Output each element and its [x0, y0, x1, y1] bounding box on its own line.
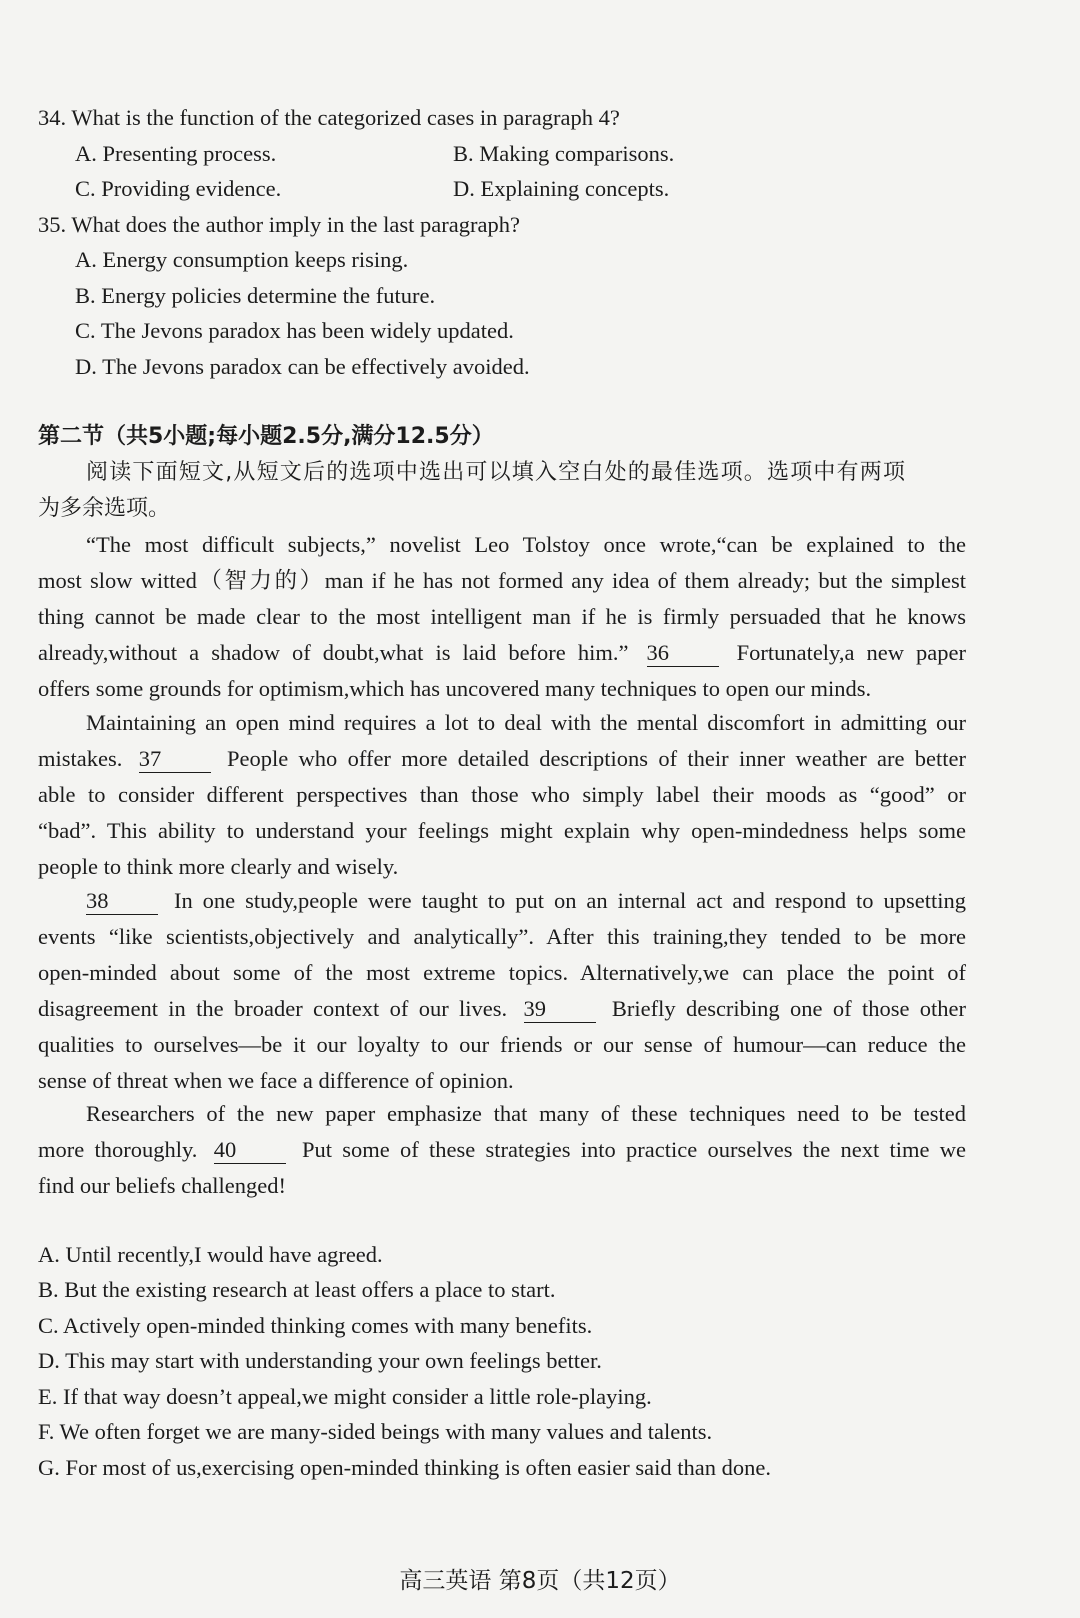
passage-text: Briefly describing one of those other	[611, 996, 967, 1021]
passage-paragraph-2-cont	[38, 741, 966, 885]
question-34-stem: 34. What is the function of the categorized cases in paragraph 4?	[38, 105, 620, 130]
passage-text: Fortunately,a new paper	[736, 640, 967, 665]
passage-paragraph-2	[86, 705, 966, 741]
passage-line: events “like scientists,objectively and analytically”. After this training,they tended to be more	[38, 924, 966, 949]
choice-option-c: C. Actively open-minded thinking comes with many benefits.	[38, 1313, 593, 1338]
question-34-option-d: D. Explaining concepts.	[453, 176, 670, 201]
passage-line: “The most difficult subjects,” novelist Leo Tolstoy once wrote,“can be explained to the	[86, 532, 966, 557]
passage-text: mistakes.	[38, 746, 123, 771]
passage-line: open-minded about some of the most extreme topics. Alternatively,we can place the point of	[38, 960, 966, 985]
question-35-option-b: B. Energy policies determine the future.	[75, 283, 436, 308]
blank-38[interactable]: 38	[86, 888, 158, 915]
passage-paragraph-4	[86, 1096, 966, 1132]
passage-text: In one study,people were taught to put on an internal act and respond to upsetting	[173, 888, 966, 913]
question-35-option-d: D. The Jevons paradox can be effectively avoided.	[75, 354, 530, 379]
passage-line: thing cannot be made clear to the most intelligent man if he is firmly persuaded that he knows	[38, 604, 966, 629]
passage-line-with-blank-39	[38, 991, 966, 1027]
passage-paragraph-1	[86, 527, 966, 563]
question-34-option-c: C. Providing evidence.	[75, 176, 282, 201]
passage-line-with-blank-36	[38, 635, 966, 671]
blank-39[interactable]: 39	[524, 996, 596, 1023]
passage-paragraph-3-cont	[38, 919, 966, 1099]
passage-line-with-blank-40	[38, 1132, 966, 1168]
passage-line: offers some grounds for optimism,which has uncovered many techniques to open our minds.	[38, 676, 872, 701]
choice-option-b: B. But the existing research at least offers a place to start.	[38, 1277, 556, 1302]
section-title: 第二节（共5小题;每小题2.5分,满分12.5分）	[38, 424, 494, 449]
passage-line: most slow witted（智力的）man if he has not formed any idea of them already; but the simplest	[38, 568, 966, 593]
passage-line: people to think more clearly and wisely.	[38, 854, 399, 879]
passage-paragraph-1-cont	[38, 563, 966, 707]
blank-36[interactable]: 36	[647, 640, 719, 667]
passage-line-with-blank-37	[38, 741, 966, 777]
passage-line: “bad”. This ability to understand your feelings might explain why open-mindedness helps some	[38, 818, 966, 843]
passage-text: Put some of these strategies into practice ourselves the next time we	[301, 1137, 967, 1162]
section-instruction-line1: 阅读下面短文,从短文后的选项中选出可以填入空白处的最佳选项。选项中有两项	[86, 460, 907, 485]
question-34-option-b: B. Making comparisons.	[453, 141, 675, 166]
section-instruction-line2: 为多余选项。	[38, 496, 171, 521]
choice-option-g: G. For most of us,exercising open-minded thinking is often easier said than done.	[38, 1455, 771, 1480]
passage-text: People who offer more detailed descriptions of their inner weather are better	[227, 746, 966, 771]
choice-option-e: E. If that way doesn’t appeal,we might consider a little role-playing.	[38, 1384, 652, 1409]
question-34-option-a: A. Presenting process.	[75, 141, 277, 166]
passage-line: find our beliefs challenged!	[38, 1173, 287, 1198]
passage-line-with-blank-38	[86, 883, 966, 919]
passage-text: disagreement in the broader context of our lives.	[38, 996, 508, 1021]
passage-line: qualities to ourselves—be it our loyalty to our friends or our sense of humour—can reduce the	[38, 1032, 966, 1057]
passage-text: already,without a shadow of doubt,what is laid before him.”	[38, 640, 629, 665]
passage-line: Maintaining an open mind requires a lot to deal with the mental discomfort in admitting our	[86, 710, 966, 735]
passage-paragraph-3	[86, 883, 966, 919]
choice-option-f: F. We often forget we are many-sided beings with many values and talents.	[38, 1419, 713, 1444]
blank-40[interactable]: 40	[214, 1137, 286, 1164]
passage-paragraph-4-cont	[38, 1132, 966, 1204]
passage-line: sense of threat when we face a difference of opinion.	[38, 1068, 514, 1093]
passage-text: more thoroughly.	[38, 1137, 198, 1162]
passage-line: able to consider different perspectives than those who simply label their moods as “good” or	[38, 782, 966, 807]
blank-37[interactable]: 37	[139, 746, 211, 773]
page-footer: 高三英语 第8页（共12页）	[399, 1568, 681, 1594]
question-35-option-c: C. The Jevons paradox has been widely updated.	[75, 318, 514, 343]
question-35-stem: 35. What does the author imply in the last paragraph?	[38, 212, 520, 237]
passage-line: Researchers of the new paper emphasize that many of these techniques need to be tested	[86, 1101, 966, 1126]
choice-option-d: D. This may start with understanding your own feelings better.	[38, 1348, 602, 1373]
question-35-option-a: A. Energy consumption keeps rising.	[75, 247, 409, 272]
choice-option-a: A. Until recently,I would have agreed.	[38, 1242, 383, 1267]
